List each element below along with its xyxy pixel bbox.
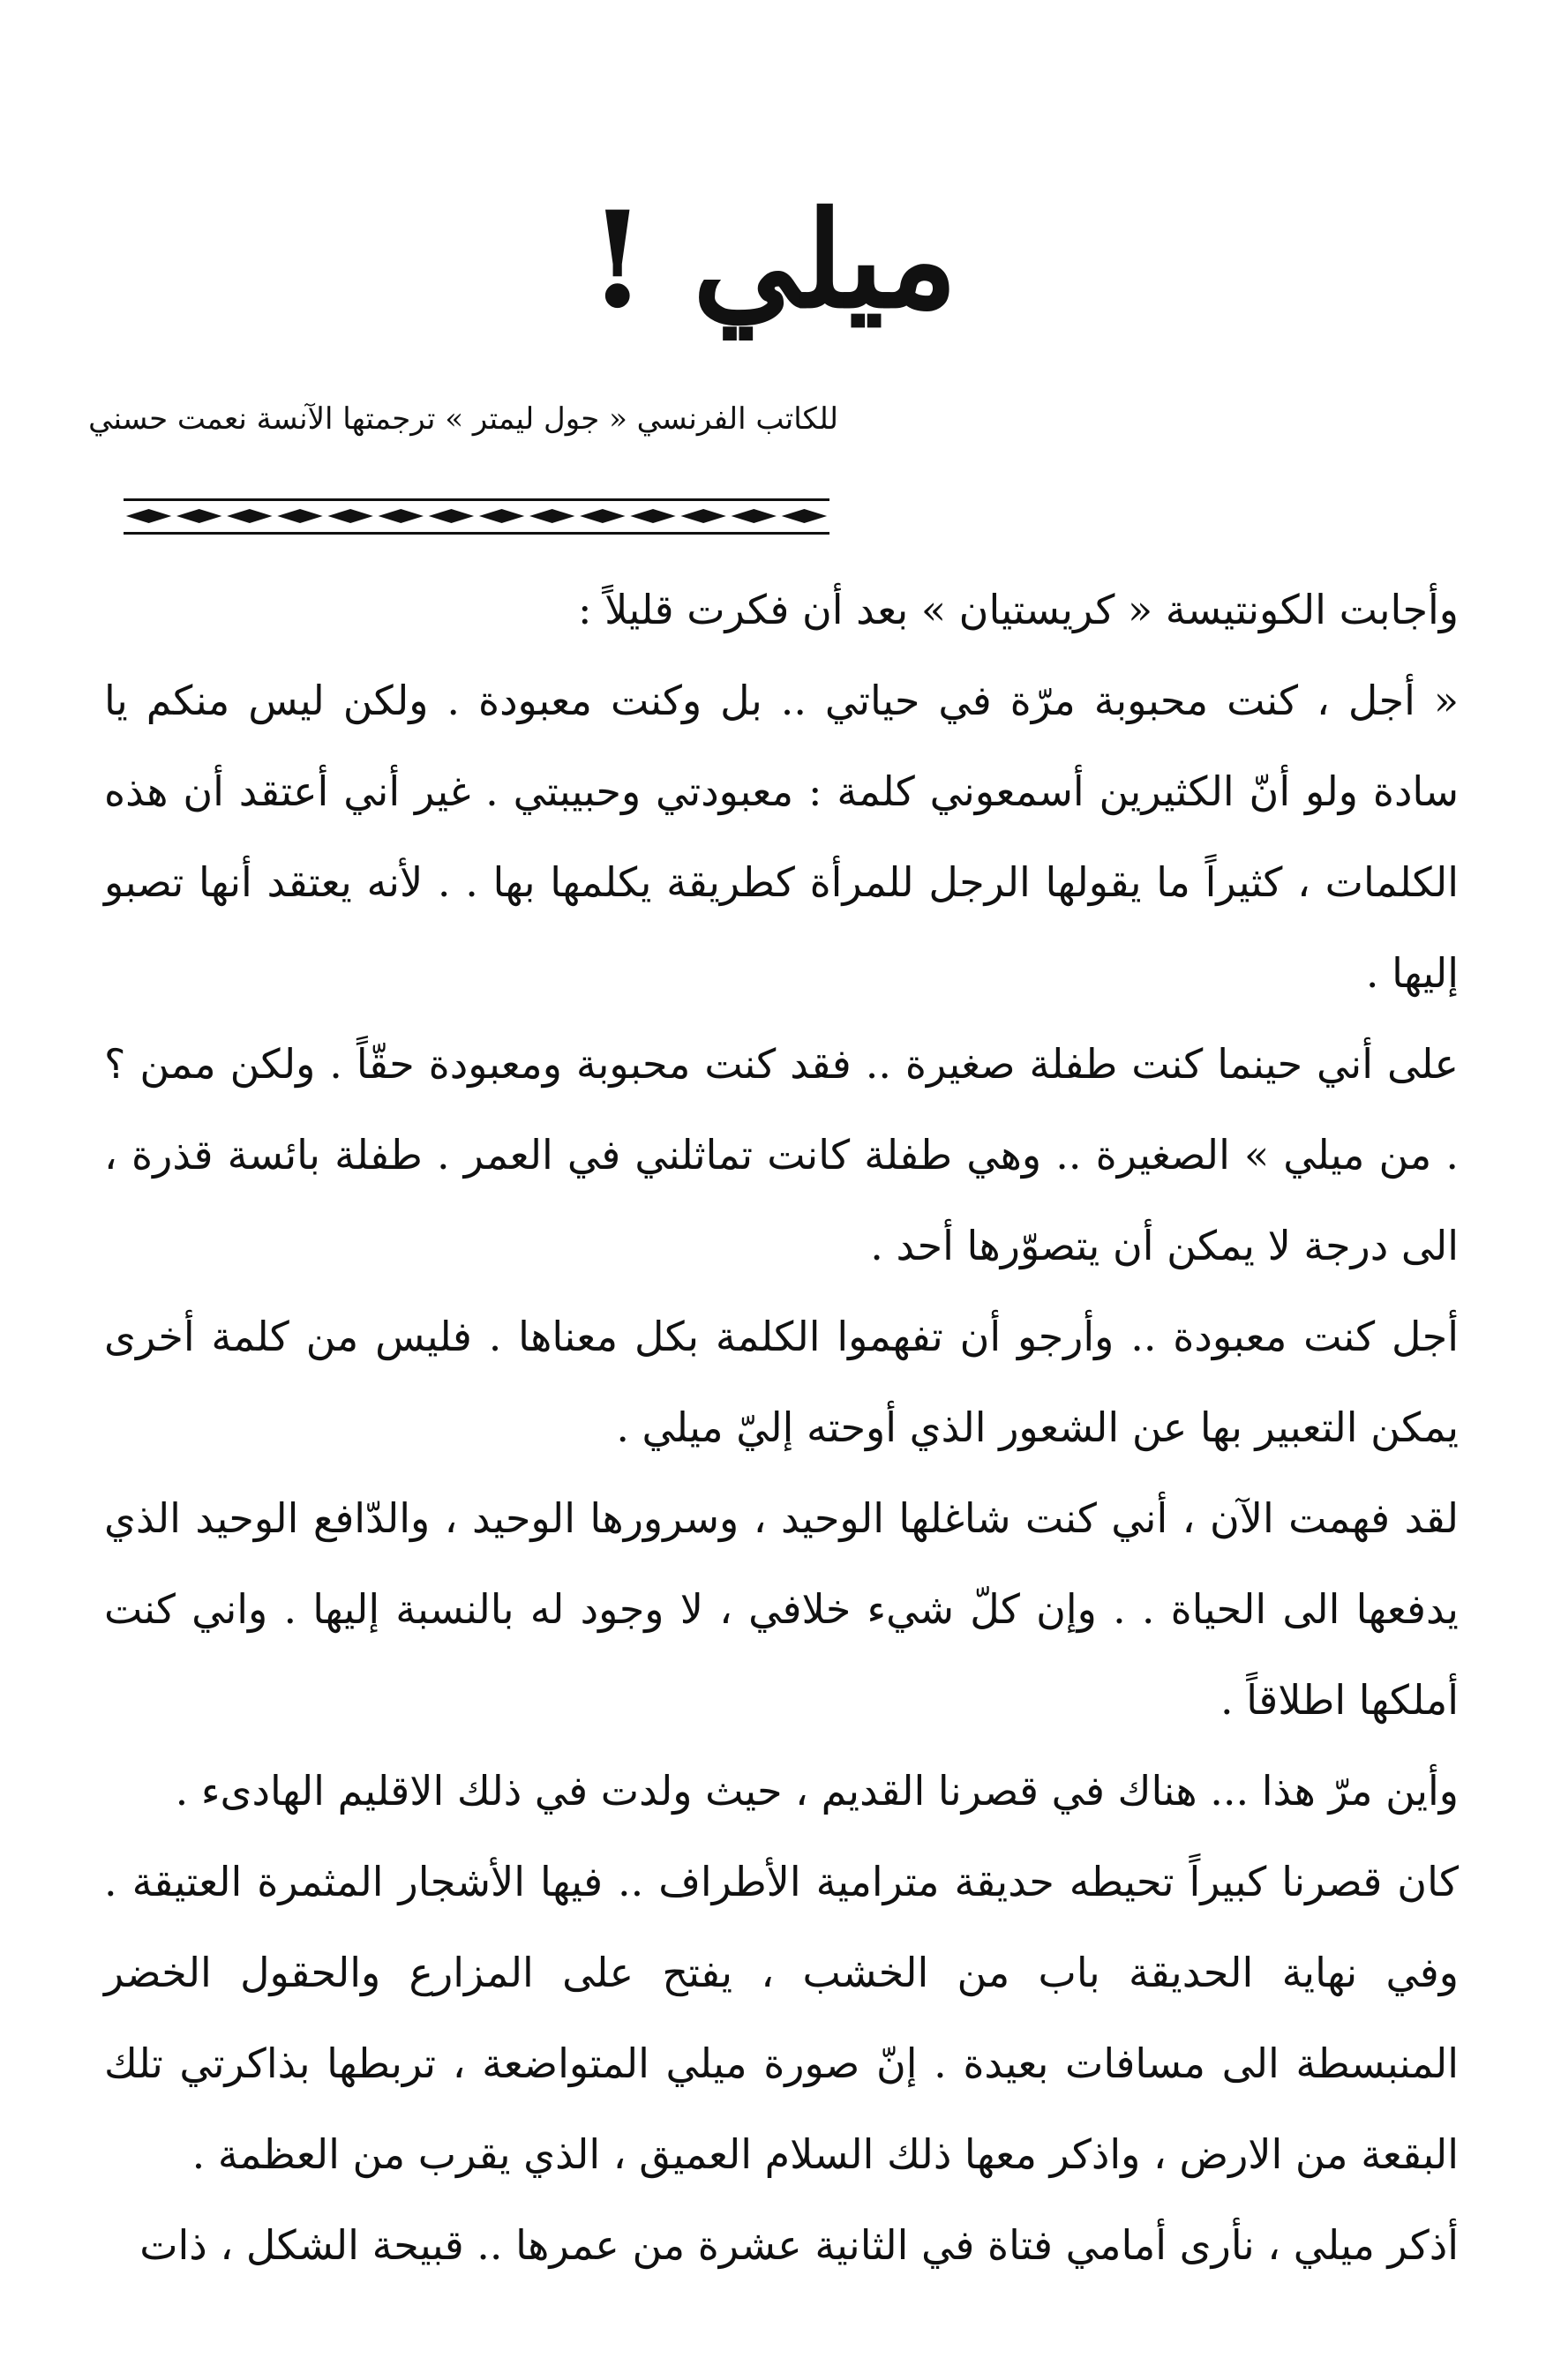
divider-diamond [732, 509, 777, 523]
ornamental-divider [124, 498, 829, 535]
paragraph: أذكر ميلي ، نأرى أمامي فتاة في الثانية عشرة من عمرها .. قبيحة الشكل ، ذات [139, 2221, 1459, 2269]
divider-diamond [277, 509, 322, 523]
divider-diamond [630, 509, 675, 523]
divider-diamond [176, 509, 221, 523]
divider-diamond [680, 509, 725, 523]
divider-diamond-row [124, 507, 829, 525]
paragraph: وأين مرّ هذا ... هناك في قصرنا القديم ، حيث ولدت في ذلك الاقليم الهادىء . [175, 1767, 1459, 1815]
divider-bottom-line [124, 532, 829, 535]
divider-diamond [529, 509, 574, 523]
divider-diamond [580, 509, 625, 523]
divider-diamond [327, 509, 372, 523]
paragraph: أجل كنت معبودة .. وأرجو أن تفهموا الكلمة بكل معناها . فليس من كلمة أخرى يمكن التعبير بها عن الشعور الذي أوحته إليّ ميلي . [104, 1313, 1459, 1451]
author-translator-byline: للكاتب الفرنسي « جول ليمتر » ترجمتها الآنسة نعمت حسني [88, 401, 838, 437]
paragraph: وأجابت الكونتيسة « كريستيان » بعد أن فكرت قليلاً : [577, 586, 1459, 633]
divider-diamond [782, 509, 827, 523]
divider-diamond [379, 509, 424, 523]
paragraph: لقد فهمت الآن ، أني كنت شاغلها الوحيد ، وسرورها الوحيد ، والدّافع الوحيد الذي يدفعها الى الحياة . . وإن كلّ شيء خلافي ، لا وجود له بالنسبة إليها . واني كنت أملكها اطلاقاً . [104, 1494, 1459, 1724]
paragraph: كان قصرنا كبيراً تحيطه حديقة مترامية الأطراف .. فيها الأشجار المثمرة العتيقة . وفي نهاية الحديقة باب من الخشب ، يفتح على المزارع والحقول الخضر المنبسطة الى مسافات بعيدة . إنّ صورة ميلي المتواضعة ، تربطها بذاكرتي تلك البقعة من الارض ، واذكر معها ذلك السلام العميق ، الذي يقرب من العظمة . [104, 1858, 1459, 2178]
divider-diamond [126, 509, 171, 523]
article-body [104, 565, 1459, 2291]
paragraph: على أني حينما كنت طفلة صغيرة .. فقد كنت محبوبة ومعبودة حقّاً . ولكن ممن ؟ . من ميلي » الصغيرة .. وهي طفلة كانت تماثلني في العمر . طفلة بائسة قذرة ، الى درجة لا يمكن أن يتصوّرها أحد . [104, 1040, 1459, 1269]
divider-diamond [429, 509, 474, 523]
divider-top-line [124, 498, 829, 501]
divider-diamond [227, 509, 272, 523]
divider-diamond [479, 509, 524, 523]
page-title: ميلي ! [588, 183, 958, 338]
paragraph: « أجل ، كنت محبوبة مرّة في حياتي .. بل وكنت معبودة . ولكن ليس منكم يا سادة ولو أنّ الكثيرين أسمعوني كلمة : معبودتي وحبيبتي . غير أني أعتقد أن هذه الكلمات ، كثيراً ما يقولها الرجل للمرأة كطريقة يكلمها بها . . لأنه يعتقد أنها تصبو إليها . [104, 677, 1459, 997]
